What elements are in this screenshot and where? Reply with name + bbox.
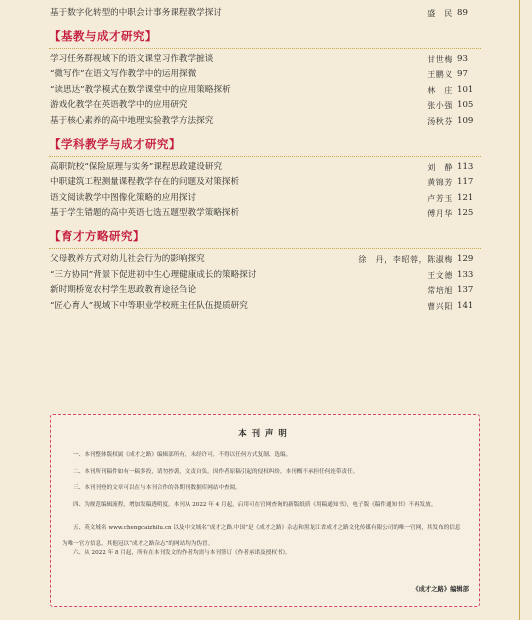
toc-entry-title: “匠心育人”视域下中等职业学校班主任队伍提质研究 — [50, 300, 248, 311]
toc-entry[interactable] — [49, 83, 481, 99]
toc-entry-page: 137 — [457, 285, 474, 296]
toc-entry-author: 卢芳玉 — [427, 193, 453, 203]
section-header — [49, 26, 481, 49]
toc-entry-title: “读思达”教学模式在数学课堂中的应用策略探析 — [50, 84, 231, 95]
statement-paragraph: 一、本刊整体版权属《成才之路》编辑部所有，未经许可，不得以任何方式复制、选编。 — [73, 452, 292, 458]
statement-paragraph: 二、本刊所刊稿件如有一稿多投，请勿抄袭，文责自负。因作者原稿引起的侵权纠纷，本刊概不承担任何连带责任。 — [73, 469, 359, 475]
toc-entry-page: 117 — [457, 177, 474, 188]
toc-entry-page: 101 — [457, 84, 474, 95]
toc-entry-author: 傅月华 — [427, 209, 453, 219]
section-title: 【基教与成才研究】 — [49, 28, 157, 43]
toc-entry-title: 游戏化教学在英语教学中的应用研究 — [50, 100, 188, 111]
toc-entry[interactable] — [49, 114, 481, 130]
section-header — [49, 134, 481, 157]
section-title: 【学科教学与成才研究】 — [49, 136, 181, 151]
toc-entry-author: 甘世梅 — [427, 54, 453, 64]
toc-entry-page: 125 — [457, 208, 474, 219]
statement-paragraph: 四、为规范编辑流程，增加发稿透明度，本刊从 2022 年 4 月起，启用可在官网查询的新版纸质《用稿通知书》，电子版《稿件通知书》不再发放。 — [73, 502, 437, 508]
toc-entry-title: 学习任务群视域下的语文课堂习作教学摭谈 — [50, 53, 214, 64]
statement-paragraph: 六、从 2022 年 8 月起，所有在本刊发文的作者均需与本刊签订《作者承诺及授权书》。 — [73, 550, 291, 556]
toc-entry-author: 王文德 — [427, 270, 453, 280]
toc-entry[interactable] — [49, 67, 481, 83]
toc-entry-author: 张小强 — [427, 101, 453, 111]
toc-entry-title: 基于数字化转型的中职会计事务课程教学探讨 — [50, 8, 222, 18]
toc-entry-title: 高职院校“保险原理与实务”课程思政建设研究 — [50, 161, 223, 172]
toc-entry-title: 父母教养方式对幼儿社会行为的影响探究 — [50, 253, 205, 264]
toc-entry[interactable] — [49, 175, 481, 191]
toc-entry-page: 141 — [457, 300, 474, 311]
toc-entry-author: 林 庄 — [427, 85, 453, 95]
toc-entry-page: 133 — [457, 269, 474, 280]
toc-entry-title: 基于学生错题的高中英语七选五题型教学策略探析 — [50, 208, 240, 219]
toc-entry-title: 基于核心素养的高中地理实验教学方法探究 — [50, 115, 214, 126]
section-title: 【育才方略研究】 — [49, 228, 145, 243]
statement-paragraph: 三、本刊刊登的文章可以在与本刊合作的各期刊数据库网站中查阅。 — [73, 485, 241, 491]
toc-entry-page: 121 — [457, 192, 474, 203]
toc-entry[interactable] — [49, 160, 481, 176]
toc-entry[interactable] — [49, 268, 481, 284]
toc-entry-page: 113 — [457, 161, 474, 172]
toc-entry-page: 97 — [457, 69, 468, 80]
toc-entry-page: 89 — [457, 8, 468, 18]
toc-entry-author: 王鹏义 — [427, 70, 453, 80]
toc-entry-author: 徐 丹，李昭蓉，陈淑梅 — [358, 254, 453, 264]
toc-entry[interactable] — [49, 283, 481, 299]
toc-entry-author: 盛 民 — [427, 9, 453, 18]
toc-entry-author: 曹兴阳 — [427, 301, 453, 311]
toc-entry-page: 93 — [457, 53, 468, 64]
toc-entry-title: 语文阅读教学中图像化策略的应用探讨 — [50, 192, 197, 203]
toc-entry[interactable] — [49, 206, 481, 222]
toc-entry-title: 新时期桥宽农村学生思政教育途径刍论 — [50, 285, 197, 296]
toc-entry-author: 常培旭 — [427, 286, 453, 296]
toc-entry-author: 黄锦芳 — [427, 178, 453, 188]
toc-entry-page: 109 — [457, 115, 474, 126]
toc-entry-title: 中职建筑工程测量课程教学存在的问题及对策探析 — [50, 177, 240, 188]
toc-entry-page: 129 — [457, 253, 474, 264]
statement-title: 本刊声明 — [238, 428, 292, 438]
toc-entry[interactable] — [49, 52, 481, 68]
table-of-contents — [49, 6, 481, 314]
toc-entry[interactable] — [49, 252, 481, 268]
toc-entry-page: 105 — [457, 100, 474, 111]
page-border — [519, 0, 526, 620]
statement-paragraph: 五、英文域名 www.chengcaizhilu.cn 以及中文域名“成才之路.中国”是《成才之路》杂志和黑龙江省成才之路文化传媒有限公司的唯一官网，其发布的信息为唯一官方信息，其他冠以“成才之路杂志”的网站均为伪冒。 — [62, 525, 461, 547]
toc-entry[interactable] — [49, 98, 481, 114]
toc-entry-title: “三方协同”背景下促进初中生心理健康成长的策略探讨 — [50, 269, 257, 280]
editorial-signature: 《成才之路》编辑部 — [412, 586, 469, 593]
toc-entry-author: 刘 静 — [427, 162, 453, 172]
toc-entry-title: “微写作”在语文写作教学中的运用探微 — [50, 69, 197, 80]
toc-entry[interactable] — [49, 6, 481, 22]
toc-entry-author: 汤秋芬 — [427, 116, 453, 126]
journal-statement-box — [50, 414, 480, 607]
section-header — [49, 226, 481, 249]
toc-entry[interactable] — [49, 299, 481, 315]
toc-entry[interactable] — [49, 191, 481, 207]
